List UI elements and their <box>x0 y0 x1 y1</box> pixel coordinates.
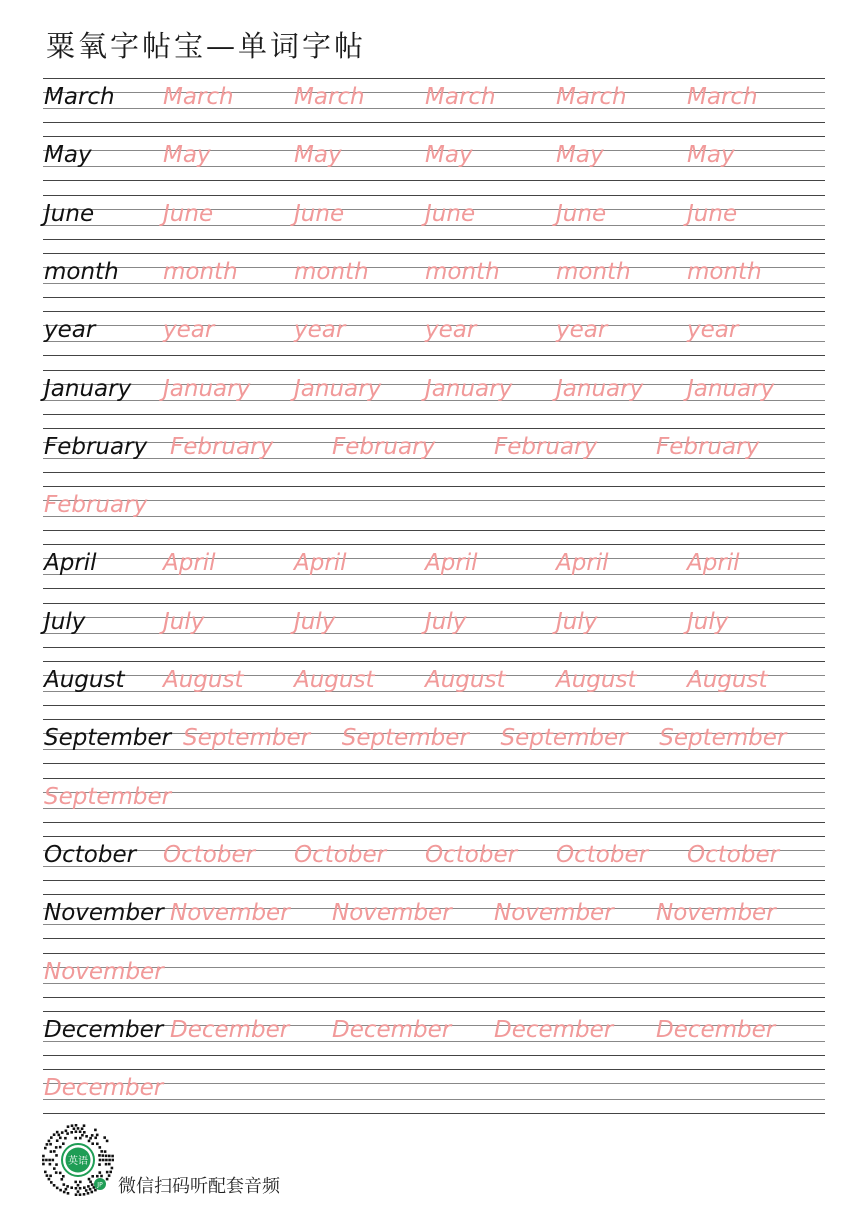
trace-word: September <box>183 725 311 752</box>
qr-dot <box>91 1134 94 1137</box>
trace-word: June <box>294 200 345 227</box>
ruling-line <box>43 822 825 823</box>
qr-dot <box>53 1150 56 1153</box>
trace-word: July <box>425 608 467 635</box>
trace-word: December <box>332 1016 452 1043</box>
practice-row <box>43 719 825 763</box>
qr-dot <box>106 1171 109 1174</box>
qr-dot <box>91 1191 94 1194</box>
trace-word: June <box>556 200 607 227</box>
qr-dot <box>87 1192 90 1195</box>
qr-dot <box>108 1155 111 1158</box>
trace-word: February <box>44 492 148 519</box>
trace-word: August <box>687 667 768 693</box>
model-word: September <box>44 725 172 752</box>
ruling-line <box>43 880 825 881</box>
row-words <box>43 428 825 472</box>
qr-dot <box>55 1171 58 1174</box>
trace-word: August <box>556 667 637 693</box>
trace-word: November <box>44 958 164 985</box>
qr-dot <box>103 1136 106 1139</box>
trace-word: December <box>656 1016 776 1043</box>
qr-dot <box>55 1154 58 1157</box>
trace-word: April <box>425 550 478 577</box>
qr-dot <box>61 1131 64 1134</box>
trace-word: March <box>163 84 234 110</box>
ruling-line <box>43 647 825 648</box>
trace-word: year <box>294 317 346 344</box>
qr-dot <box>46 1143 49 1146</box>
trace-word: January <box>163 375 251 402</box>
practice-row <box>43 544 825 588</box>
qr-dot <box>44 1147 47 1150</box>
trace-word: December <box>494 1016 614 1043</box>
model-word: November <box>44 900 164 927</box>
qr-dot <box>79 1187 82 1190</box>
row-words <box>43 253 825 297</box>
qr-dot <box>50 1181 53 1184</box>
row-words <box>43 836 825 880</box>
practice-row <box>43 136 825 180</box>
qr-dot <box>85 1189 88 1192</box>
qr-dot <box>79 1130 82 1133</box>
model-word: April <box>44 550 97 577</box>
trace-word: May <box>294 142 342 169</box>
qr-dot <box>48 1178 51 1181</box>
qr-dot <box>102 1159 105 1162</box>
trace-word: May <box>163 142 211 169</box>
practice-row <box>43 603 825 647</box>
trace-word: July <box>294 608 336 635</box>
page-title: 粟氧字帖宝—单词字帖 <box>46 29 367 63</box>
practice-row <box>43 370 825 414</box>
ruling-line <box>43 122 825 123</box>
trace-word: November <box>170 900 290 927</box>
qr-dot <box>99 1146 102 1149</box>
qr-dot <box>88 1178 91 1181</box>
qr-dot <box>64 1137 67 1140</box>
practice-row <box>43 253 825 297</box>
qr-dot <box>102 1154 105 1157</box>
qr-dot <box>65 1130 68 1133</box>
row-words <box>43 603 825 647</box>
row-words <box>43 778 825 822</box>
row-words <box>43 136 825 180</box>
qr-dot <box>62 1142 65 1145</box>
qr-dot <box>74 1137 77 1140</box>
qr-dot <box>89 1137 92 1140</box>
trace-word: year <box>687 317 739 344</box>
qr-dot <box>74 1181 77 1184</box>
ruling-line <box>43 239 825 240</box>
practice-row <box>43 1069 825 1113</box>
model-word: January <box>44 375 132 402</box>
qr-dot <box>75 1187 78 1190</box>
qr-dot <box>98 1163 101 1166</box>
qr-dot <box>75 1193 78 1196</box>
qr-dot <box>108 1163 111 1166</box>
qr-dot <box>53 1184 56 1187</box>
qr-dot <box>81 1127 84 1130</box>
model-word: October <box>44 841 137 868</box>
model-word: August <box>44 667 125 693</box>
trace-word: December <box>170 1016 290 1043</box>
ruling-line <box>43 180 825 181</box>
practice-row <box>43 661 825 705</box>
qr-dot <box>50 1150 53 1153</box>
ruling-line <box>43 997 825 998</box>
trace-word: June <box>425 200 476 227</box>
qr-dot <box>96 1134 99 1137</box>
qr-dot <box>56 1187 59 1190</box>
qr-dot <box>67 1192 70 1195</box>
qr-dot <box>66 1185 69 1188</box>
qr-dot <box>50 1136 53 1139</box>
qr-dot <box>104 1150 107 1153</box>
practice-row <box>43 778 825 822</box>
qr-dot <box>42 1163 45 1166</box>
qr-dot <box>109 1171 112 1174</box>
qr-dot <box>100 1150 103 1153</box>
model-word: May <box>44 142 92 169</box>
practice-row <box>43 486 825 530</box>
row-words <box>43 1069 825 1113</box>
badge-label: 英语 <box>68 1156 88 1167</box>
qr-dot <box>83 1131 86 1134</box>
trace-word: October <box>687 841 780 868</box>
trace-word: November <box>656 900 776 927</box>
trace-word: May <box>687 142 735 169</box>
qr-dot <box>44 1171 47 1174</box>
qr-dot <box>53 1167 56 1170</box>
trace-word: June <box>687 200 738 227</box>
qr-dot <box>105 1159 108 1162</box>
qr-dot <box>105 1163 108 1166</box>
trace-word: April <box>556 550 609 577</box>
qr-dot <box>94 1129 97 1132</box>
trace-word: September <box>341 725 469 752</box>
qr-dot <box>70 1131 73 1134</box>
qr-dot <box>100 1175 103 1178</box>
qr-dot <box>81 1134 84 1137</box>
trace-word: February <box>656 433 760 460</box>
badge-sub-label: JP <box>97 1181 103 1189</box>
ruling-line <box>43 297 825 298</box>
trace-word: October <box>163 841 256 868</box>
qr-dot <box>91 1175 94 1178</box>
trace-word: March <box>294 84 365 110</box>
qr-dot <box>42 1159 45 1162</box>
row-words <box>43 894 825 938</box>
trace-word: January <box>556 375 644 402</box>
qr-dot <box>71 1124 74 1127</box>
qr-dot <box>49 1163 52 1166</box>
qr-dot <box>55 1163 58 1166</box>
qr-dot <box>79 1137 82 1140</box>
footer-caption: 微信扫码听配套音频 <box>118 1176 280 1197</box>
qr-dot <box>70 1186 73 1189</box>
qr-dot <box>89 1181 92 1184</box>
trace-word: August <box>163 667 244 693</box>
qr-dot <box>85 1135 88 1138</box>
model-word: year <box>44 317 96 344</box>
qr-dot <box>79 1181 82 1184</box>
qr-dot <box>79 1193 82 1196</box>
qr-dot <box>66 1132 69 1135</box>
trace-word: September <box>44 783 172 810</box>
qr-dot <box>96 1143 99 1146</box>
footer <box>42 1124 442 1204</box>
trace-word: January <box>687 375 775 402</box>
model-word: February <box>44 433 148 460</box>
qr-dot <box>77 1190 80 1193</box>
qr-dot <box>77 1127 80 1130</box>
trace-word: May <box>556 142 604 169</box>
trace-word: April <box>687 550 740 577</box>
qr-dot <box>111 1167 114 1170</box>
qr-dot <box>89 1188 92 1191</box>
model-word: July <box>44 608 86 635</box>
qr-dot <box>59 1146 62 1149</box>
qr-dot <box>56 1139 59 1142</box>
model-word: December <box>44 1016 164 1043</box>
qr-dot <box>62 1175 65 1178</box>
qr-dot <box>55 1146 58 1149</box>
ruling-line <box>43 763 825 764</box>
ruling-line <box>43 355 825 356</box>
model-word: month <box>44 258 119 285</box>
row-words <box>43 661 825 705</box>
qr-code-icon[interactable] <box>42 1124 114 1196</box>
qr-dot <box>106 1178 109 1181</box>
practice-row <box>43 311 825 355</box>
qr-dot <box>94 1189 97 1192</box>
trace-word: February <box>332 433 436 460</box>
trace-word: March <box>687 84 758 110</box>
qr-dot <box>46 1174 49 1177</box>
trace-word: June <box>163 200 214 227</box>
qr-dot <box>56 1131 59 1134</box>
qr-dot <box>77 1184 80 1187</box>
trace-word: July <box>556 608 598 635</box>
trace-word: December <box>44 1075 164 1102</box>
qr-dot <box>96 1175 99 1178</box>
qr-dot <box>63 1183 66 1186</box>
qr-dot <box>59 1137 62 1140</box>
trace-word: February <box>170 433 274 460</box>
practice-row <box>43 78 825 122</box>
trace-word: September <box>659 725 787 752</box>
row-words <box>43 719 825 763</box>
row-words <box>43 195 825 239</box>
trace-word: month <box>556 258 631 285</box>
qr-dot <box>49 1143 52 1146</box>
qr-code-graphic <box>42 1124 114 1196</box>
trace-word: month <box>425 258 500 285</box>
qr-dot <box>94 1137 97 1140</box>
row-words <box>43 370 825 414</box>
qr-dot <box>87 1185 90 1188</box>
trace-word: February <box>494 433 598 460</box>
ruling-line <box>43 530 825 531</box>
qr-dot <box>99 1159 102 1162</box>
qr-dot <box>91 1142 94 1145</box>
row-words <box>43 78 825 122</box>
qr-dot <box>52 1159 55 1162</box>
row-words <box>43 311 825 355</box>
trace-word: September <box>500 725 628 752</box>
qr-dot <box>98 1154 101 1157</box>
trace-word: year <box>556 317 608 344</box>
trace-word: year <box>163 317 215 344</box>
qr-dot <box>65 1188 68 1191</box>
trace-word: July <box>163 608 205 635</box>
trace-word: April <box>294 550 347 577</box>
ruling-line <box>43 705 825 706</box>
practice-row <box>43 894 825 938</box>
qr-dot <box>73 1127 76 1130</box>
trace-word: January <box>425 375 513 402</box>
model-word: June <box>44 200 95 227</box>
trace-word: month <box>163 258 238 285</box>
qr-dot <box>63 1191 66 1194</box>
ruling-line <box>43 588 825 589</box>
practice-row <box>43 428 825 472</box>
practice-row <box>43 953 825 997</box>
qr-dot <box>108 1174 111 1177</box>
practice-row <box>43 195 825 239</box>
qr-dot <box>67 1125 70 1128</box>
trace-word: November <box>332 900 452 927</box>
trace-word: April <box>163 550 216 577</box>
qr-dot <box>42 1155 45 1158</box>
qr-dot <box>59 1189 62 1192</box>
model-word: March <box>44 84 115 110</box>
qr-dot <box>53 1133 56 1136</box>
qr-dot <box>83 1124 86 1127</box>
qr-dot <box>61 1178 64 1181</box>
qr-dot <box>91 1183 94 1186</box>
qr-dot <box>75 1124 78 1127</box>
qr-dot <box>48 1140 51 1143</box>
ruling-line <box>43 1113 825 1114</box>
qr-dot <box>106 1140 109 1143</box>
practice-row <box>43 1011 825 1055</box>
qr-dot <box>45 1159 48 1162</box>
qr-dot <box>59 1172 62 1175</box>
qr-dot <box>108 1159 111 1162</box>
trace-word: October <box>425 841 518 868</box>
ruling-line <box>43 938 825 939</box>
trace-word: August <box>425 667 506 693</box>
row-words <box>43 1011 825 1055</box>
trace-word: March <box>425 84 496 110</box>
qr-dot <box>83 1193 86 1196</box>
qr-dot <box>88 1140 91 1143</box>
practice-row <box>43 836 825 880</box>
ruling-line <box>43 472 825 473</box>
qr-dot <box>48 1159 51 1162</box>
ruling-line <box>43 1055 825 1056</box>
trace-word: July <box>687 608 729 635</box>
qr-dot <box>111 1155 114 1158</box>
trace-word: August <box>294 667 375 693</box>
qr-dot <box>105 1155 108 1158</box>
trace-word: month <box>687 258 762 285</box>
trace-word: October <box>556 841 649 868</box>
trace-word: May <box>425 142 473 169</box>
trace-word: year <box>425 317 477 344</box>
trace-word: March <box>556 84 627 110</box>
trace-word: month <box>294 258 369 285</box>
qr-dot <box>83 1186 86 1189</box>
qr-dot <box>49 1175 52 1178</box>
trace-word: November <box>494 900 614 927</box>
trace-word: October <box>294 841 387 868</box>
row-words <box>43 544 825 588</box>
qr-dot <box>99 1171 102 1174</box>
row-words <box>43 486 825 530</box>
qr-dot <box>58 1134 61 1137</box>
qr-dot <box>112 1159 115 1162</box>
trace-word: January <box>294 375 382 402</box>
row-words <box>43 953 825 997</box>
ruling-line <box>43 414 825 415</box>
qr-dot <box>75 1130 78 1133</box>
